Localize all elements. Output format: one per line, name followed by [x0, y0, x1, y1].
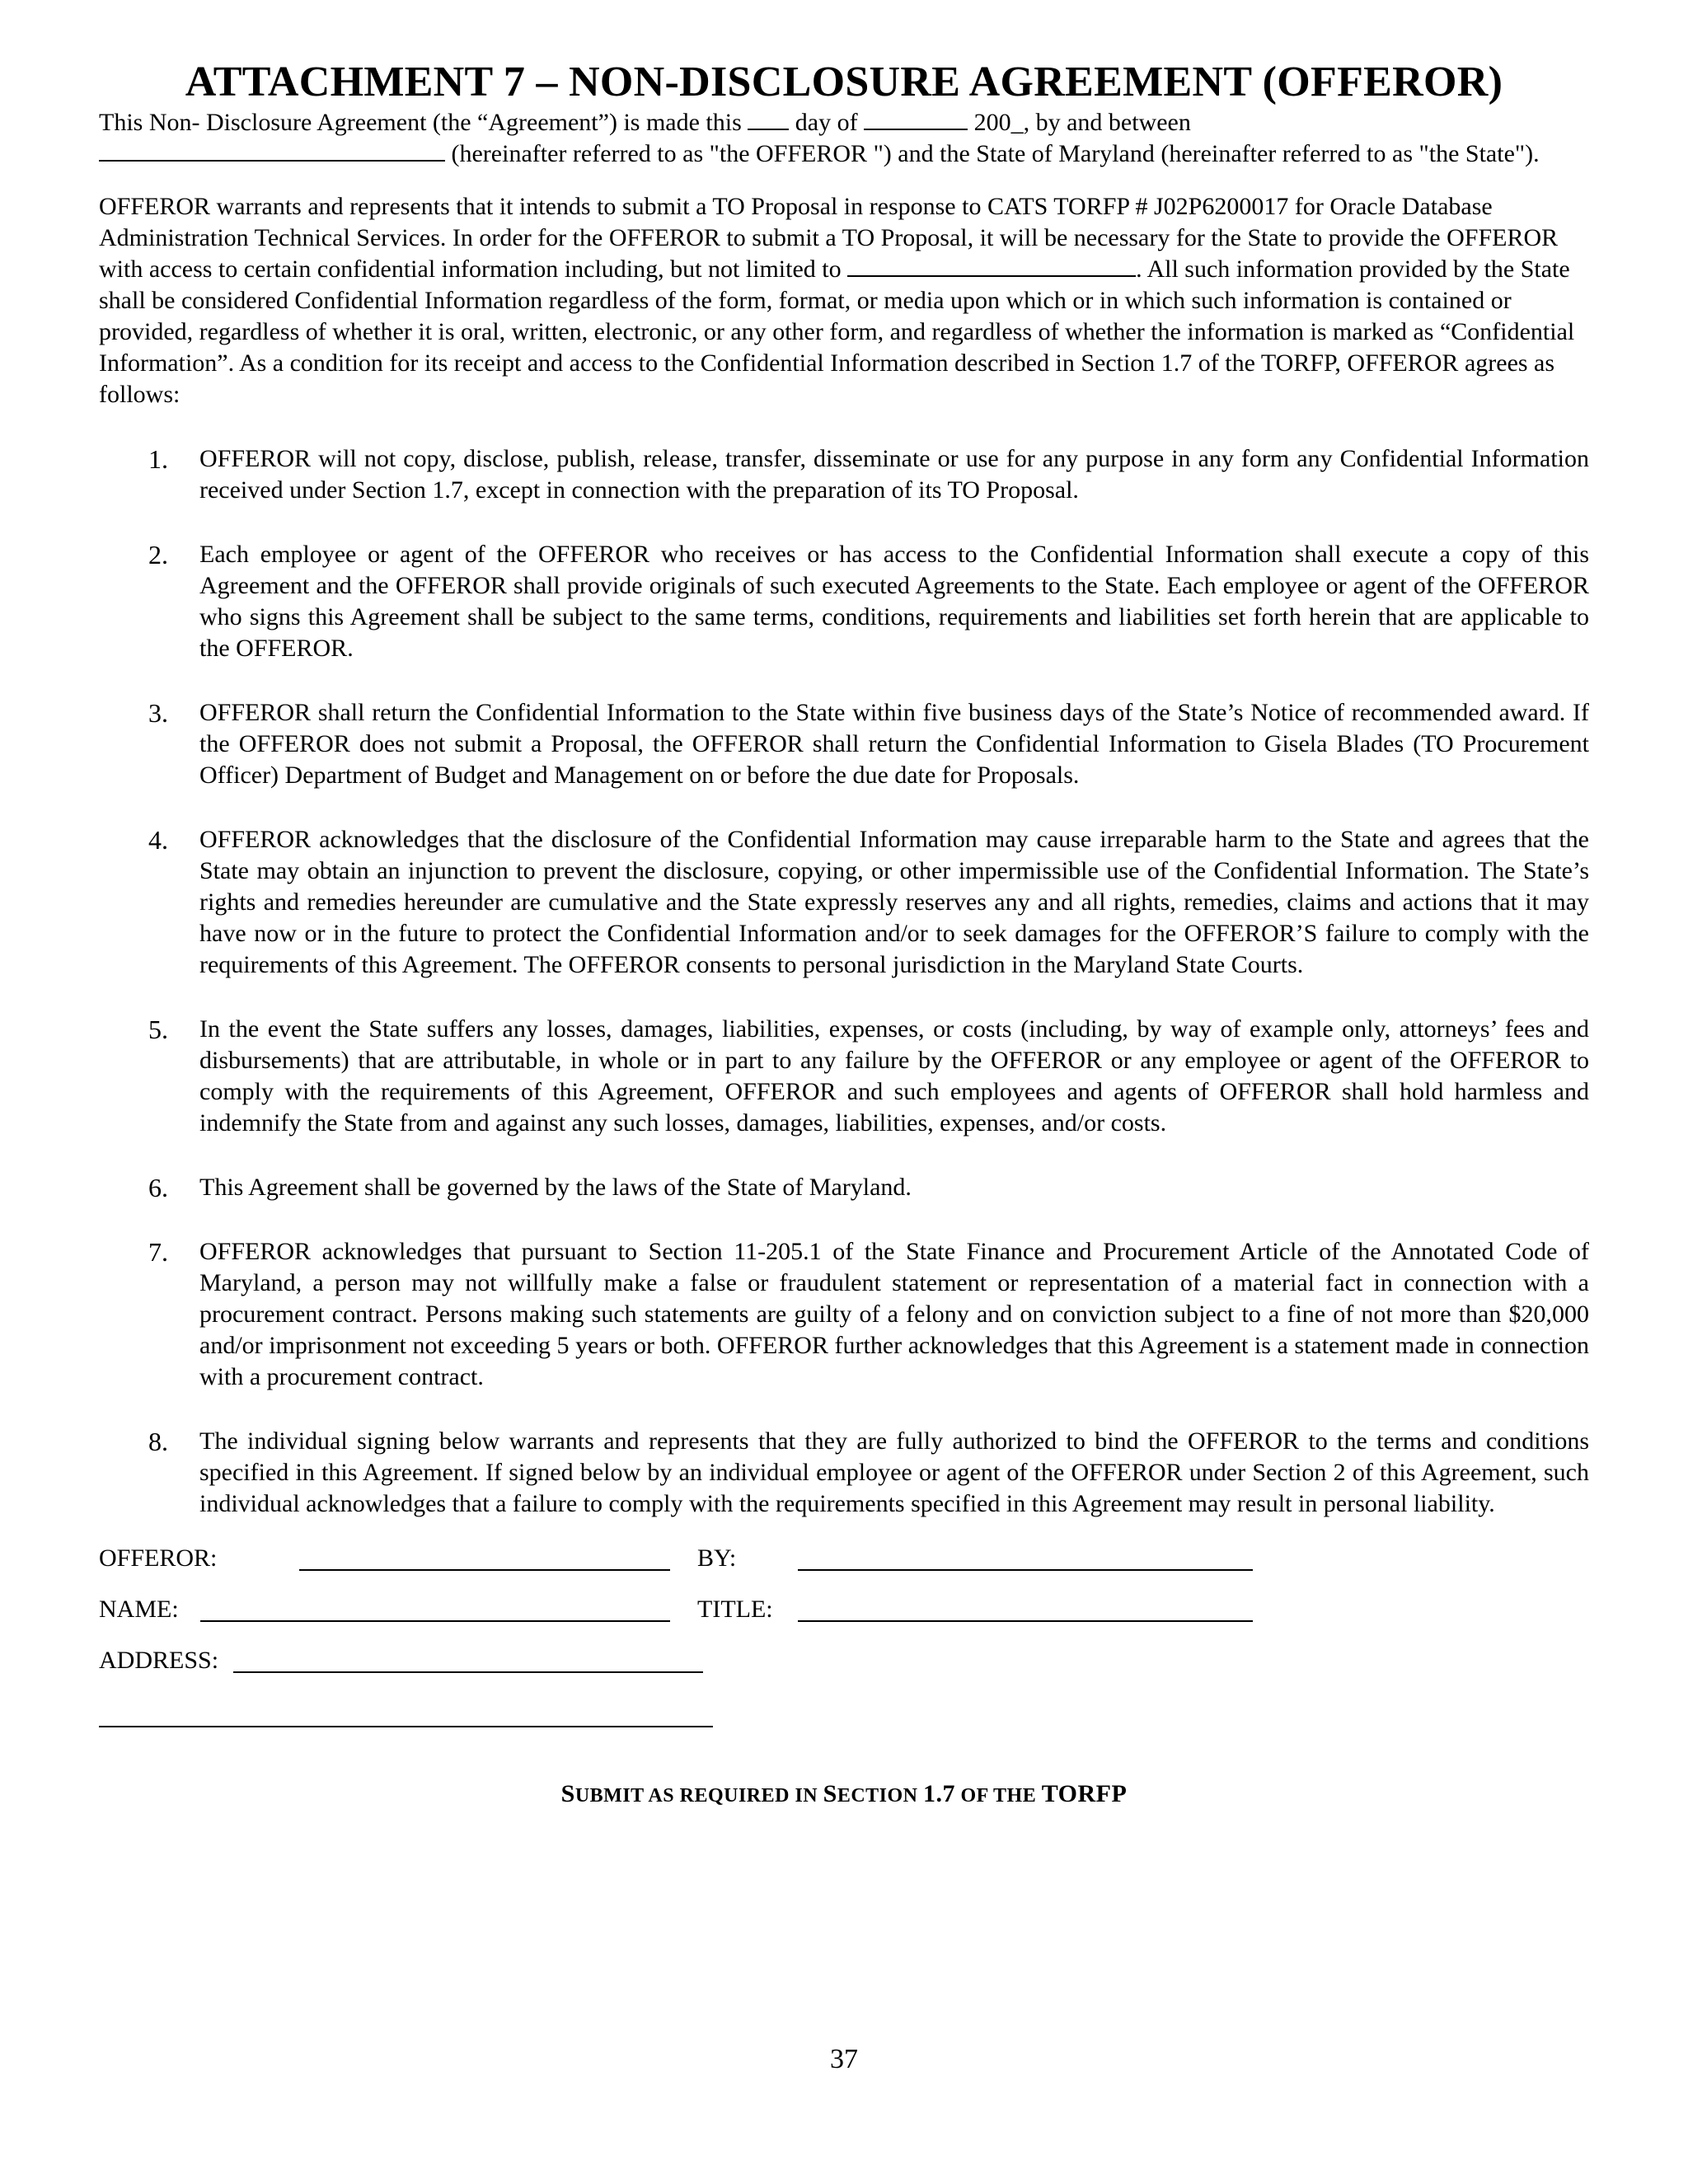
clause-text: OFFEROR acknowledges that pursuant to Section 11-205.1 of the State Finance and Procurement Article of the Annotated Code of Maryland, a person may not willfully make a false or fraudulent statement or representation of a material fact in connection with a procurement contract. Persons making such statements are guilty of a felony and on conviction subject to a fine of not more than $20,000 and/or imprisonment not exceeding 5 years or both. OFFEROR further acknowledges that this Agreement is a statement made in connection with a procurement contract. — [199, 1238, 1589, 1390]
clause-number: 4. — [148, 825, 168, 855]
signature-row-name — [99, 1594, 1589, 1627]
name-label: NAME: — [99, 1596, 179, 1623]
note-s-cap: S — [560, 1780, 575, 1807]
intro-paragraph — [99, 107, 1589, 170]
clause-number: 1. — [148, 444, 168, 474]
title-label: TITLE: — [697, 1596, 773, 1623]
clause-text: OFFEROR acknowledges that the disclosure of the Confidential Information may cause irreparable harm to the State and agrees that the State may obtain an injunction to prevent the disclosure, copying, or other impermissible use of the Confidential Information. The State’s rights and remedies hereunder are cumulative and the State expressly reserves any and all rights, remedies, claims and actions that it may have now or in the future to protect the Confidential Information and/or to seek damages for the OFFEROR’S failure to comply with the requirements of this Agreement. The OFFEROR consents to personal jurisdiction in the Maryland State Courts. — [199, 826, 1589, 978]
intro-text-4: (hereinafter referred to as "the OFFEROR ") and the State of Maryland (hereinafter referred to as "the State"). — [451, 140, 1540, 167]
note-section-rest: ECTION — [837, 1785, 924, 1807]
clause-number: 2. — [148, 540, 168, 569]
warranty-paragraph — [99, 191, 1589, 410]
signature-block — [99, 1543, 1589, 1765]
address-label: ADDRESS: — [99, 1647, 219, 1674]
by-label: BY: — [697, 1544, 737, 1572]
month-blank — [864, 107, 968, 130]
note-number: 1.7 — [923, 1780, 956, 1807]
by-signature-line[interactable] — [798, 1544, 1253, 1571]
intro-text-1: This Non- Disclosure Agreement (the “Agreement”) is made this — [99, 109, 742, 136]
note-s-rest: UBMIT AS REQUIRED IN — [574, 1785, 823, 1807]
clause-text: This Agreement shall be governed by the laws of the State of Maryland. — [199, 1174, 912, 1201]
clause-text: OFFEROR will not copy, disclose, publish, release, transfer, disseminate or use for any purpose in any form any Confidential Information received under Section 1.7, except in connection with the preparation of its TO Proposal. — [199, 445, 1589, 504]
list-item — [99, 1426, 1589, 1520]
clause-text: The individual signing below warrants and represents that they are fully authorized to bind the OFFEROR to the terms and conditions specified in this Agreement. If signed below by an individual employee or agent of the OFFEROR under Section 2 of this Agreement, such individual acknowledges that a failure to comply with the requirements specified in this Agreement may result in personal liability. — [199, 1427, 1589, 1517]
name-signature-line[interactable] — [200, 1596, 670, 1622]
list-item — [99, 1172, 1589, 1203]
list-item — [99, 824, 1589, 981]
title-signature-line[interactable] — [798, 1596, 1253, 1622]
clause-number: 5. — [148, 1015, 168, 1044]
clause-text: OFFEROR shall return the Confidential Information to the State within five business days of the State’s Notice of recommended award. If the OFFEROR does not submit a Proposal, the OFFEROR shall return the Confidential Information to Gisela Blades (TO Procurement Officer) Department of Budget and Management on or before the due date for Proposals. — [199, 699, 1589, 789]
clauses-list — [99, 443, 1589, 1520]
list-item — [99, 1236, 1589, 1393]
clause-text: Each employee or agent of the OFFEROR who receives or has access to the Confidential Information shall execute a copy of this Agreement and the OFFEROR shall provide originals of such executed Agreements to the State. Each employee or agent of the OFFEROR who signs this Agreement shall be subject to the same terms, conditions, requirements and liabilities set forth herein that are applicable to the OFFEROR. — [199, 541, 1589, 662]
signature-row-address-2 — [99, 1699, 1589, 1732]
info-blank — [847, 254, 1136, 277]
day-blank — [748, 107, 789, 130]
signature-row-offeror — [99, 1543, 1589, 1576]
clause-number: 3. — [148, 698, 168, 728]
note-torfp: TORFP — [1041, 1780, 1128, 1807]
warranty-text-2: . All such information provided by the State shall be considered Confidential Information regardless of the form, format, or media upon which or in which such information is contained or provided, regardless of whether it is oral, written, electronic, or any other form, and regardless of whether the information is marked as “Confidential Information”. As a condition for its receipt and access to the Confidential Information described in Section 1.7 of the TORFP, OFFEROR agrees as follows: — [99, 255, 1575, 408]
note-of-the: OF THE — [955, 1785, 1042, 1807]
submission-note — [99, 1780, 1589, 1808]
document-page — [99, 58, 1589, 1808]
list-item — [99, 697, 1589, 791]
offeror-signature-line[interactable] — [299, 1544, 670, 1571]
signature-row-address — [99, 1645, 1589, 1678]
page-number: 37 — [830, 2044, 858, 2074]
intro-text-3: 200_, by and between — [973, 109, 1191, 136]
address-line-2[interactable] — [99, 1701, 713, 1727]
clause-text: In the event the State suffers any losses, damages, liabilities, expenses, or costs (including, by way of example only, attorneys’ fees and disbursements) that are attributable, in whole or in part to any failure by the OFFEROR or any employee or agent of the OFFEROR to comply with the requirements of this Agreement, OFFEROR and such employees and agents of OFFEROR shall hold harmless and indemnify the State from and against any such losses, damages, liabilities, expenses, and/or costs. — [199, 1015, 1589, 1137]
list-item — [99, 539, 1589, 664]
clause-number: 7. — [148, 1237, 168, 1267]
warranty-text-1: OFFEROR warrants and represents that it intends to submit a TO Proposal in response to CATS TORFP # J02P6200017 for Oracle Database Administration Technical Services. In order for the OFFEROR to submit a TO Proposal, it will be necessary for the State to provide the OFFEROR with access to certain confidential information including, but not limited to — [99, 193, 1559, 283]
clause-number: 6. — [148, 1173, 168, 1202]
note-section-cap: S — [823, 1780, 837, 1807]
address-signature-line[interactable] — [233, 1647, 703, 1673]
intro-text-2: day of — [795, 109, 858, 136]
list-item — [99, 443, 1589, 506]
offeror-name-blank — [99, 138, 445, 162]
clause-number: 8. — [148, 1427, 168, 1456]
list-item — [99, 1014, 1589, 1139]
document-title: ATTACHMENT 7 – NON-DISCLOSURE AGREEMENT (OFFEROR) — [185, 59, 1503, 105]
offeror-label: OFFEROR: — [99, 1544, 218, 1572]
